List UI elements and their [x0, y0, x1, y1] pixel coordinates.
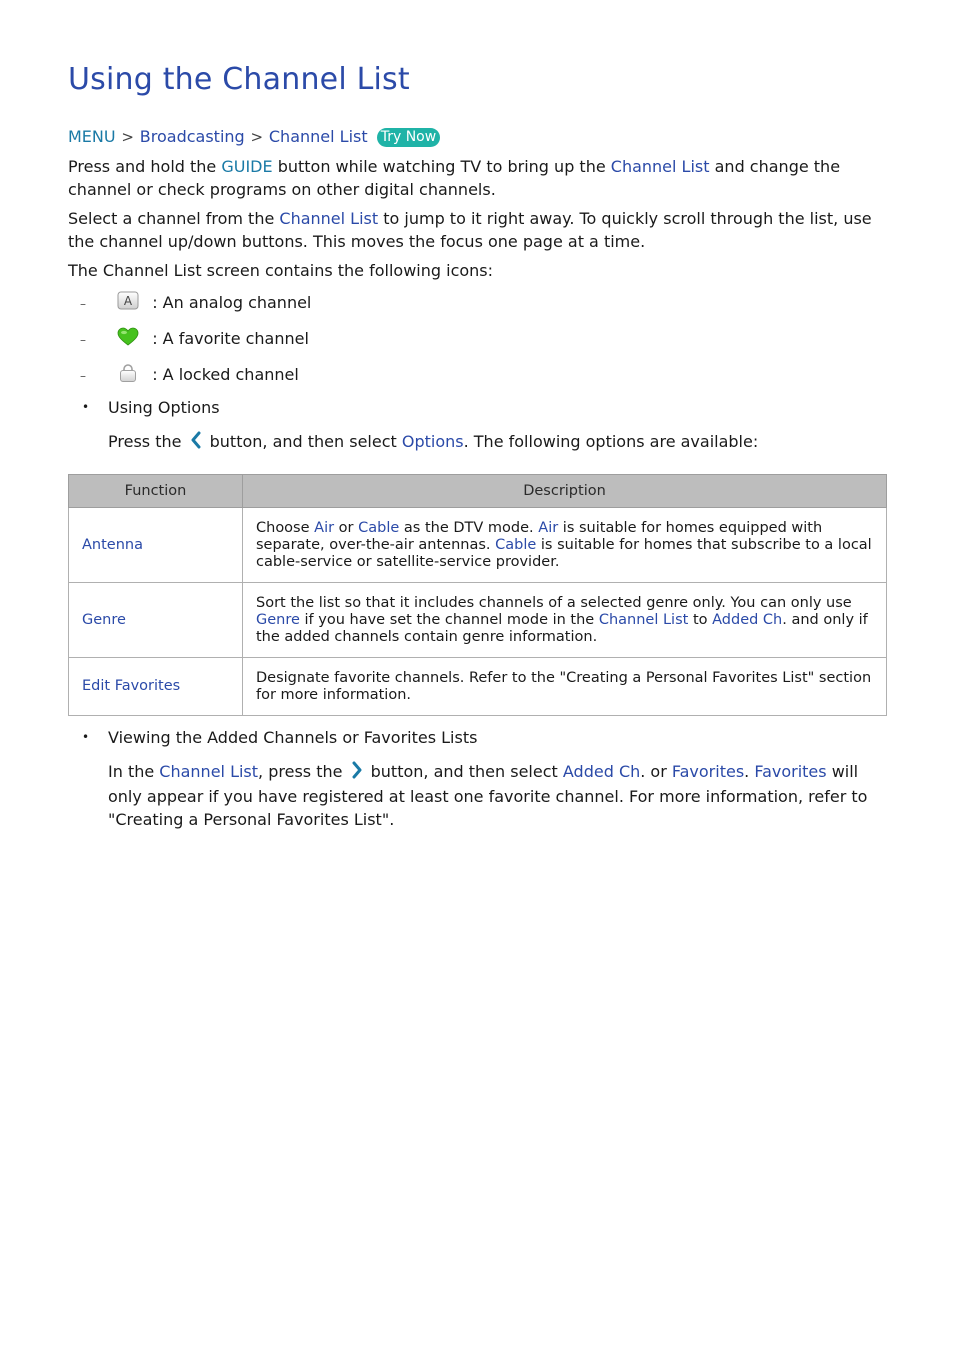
chevron-right-icon	[350, 761, 364, 785]
select-channel-paragraph: Select a channel from the Channel List to jump to it right away. To quickly scroll through the list, use the channel up/down buttons. This moves the focus one page at a time.	[68, 209, 872, 251]
svg-text:A: A	[123, 294, 133, 308]
icon-row-favorite: – : A favorite channel	[68, 327, 309, 352]
viewing-lists-paragraph: In the Channel List, press the button, and then select Added Ch. or Favorites. Favorites will only appear if you have registered at least one favorite channel. For more information, refer to "Creating a Personal Favorites List".	[108, 762, 868, 829]
table-row	[69, 508, 887, 583]
header-function: Function	[69, 475, 243, 508]
guide-button-ref: GUIDE	[221, 157, 273, 176]
added-ch-ref: Added Ch	[562, 762, 641, 781]
section-heading: Viewing the Added Channels or Favorites Lists	[108, 728, 478, 747]
icon-row-analog: – A : An analog channel	[68, 291, 311, 316]
breadcrumb-broadcasting[interactable]: Broadcasting	[139, 127, 245, 146]
breadcrumb-separator: >	[121, 128, 134, 146]
section-heading: Using Options	[108, 398, 220, 417]
options-ref: Options	[401, 432, 464, 451]
description-cell: Designate favorite channels. Refer to the "Creating a Personal Favorites List" section for more information.	[243, 658, 887, 716]
try-now-button[interactable]: Try Now	[377, 128, 440, 147]
breadcrumb-menu[interactable]: MENU	[68, 127, 116, 146]
analog-a-icon	[117, 291, 139, 316]
function-cell: Edit Favorites	[69, 658, 243, 716]
bullet-viewing-lists: • Viewing the Added Channels or Favorites Lists	[82, 728, 478, 747]
function-cell: Antenna	[69, 508, 243, 583]
options-table	[68, 474, 887, 716]
icon-row-locked: – : A locked channel	[68, 363, 299, 388]
description-cell: Sort the list so that it includes channels of a selected genre only. You can only use Genre if you have set the channel mode in the Channel List to Added Ch. and only if the added channels contain genre information.	[243, 583, 887, 658]
channel-list-ref: Channel List	[279, 209, 379, 228]
page-title: Using the Channel List	[68, 62, 410, 97]
breadcrumb	[68, 127, 440, 147]
header-description: Description	[243, 475, 887, 508]
lock-icon	[117, 363, 139, 388]
table-row	[69, 658, 887, 716]
description-cell: Choose Air or Cable as the DTV mode. Air is suitable for homes equipped with separate, over-the-air antennas. Cable is suitable for homes that subscribe to a local cable-service or satellite-service provider.	[243, 508, 887, 583]
table-header-row	[69, 475, 887, 508]
options-paragraph: Press the button, and then select Options. The following options are available:	[108, 430, 868, 455]
icons-intro: The Channel List screen contains the following icons:	[68, 261, 494, 280]
favorites-ref: Favorites	[671, 762, 745, 781]
table-row	[69, 583, 887, 658]
breadcrumb-channel-list[interactable]: Channel List	[268, 127, 368, 146]
channel-list-ref: Channel List	[159, 762, 259, 781]
channel-list-ref: Channel List	[610, 157, 710, 176]
favorites-ref: Favorites	[754, 762, 827, 781]
intro-paragraph: Press and hold the GUIDE button while watching TV to bring up the Channel List and change the channel or check programs on other digital channels.	[68, 157, 841, 199]
chevron-left-icon	[189, 431, 203, 455]
function-cell: Genre	[69, 583, 243, 658]
heart-icon	[117, 327, 139, 352]
breadcrumb-separator: >	[250, 128, 264, 146]
bullet-using-options: • Using Options	[82, 398, 220, 417]
